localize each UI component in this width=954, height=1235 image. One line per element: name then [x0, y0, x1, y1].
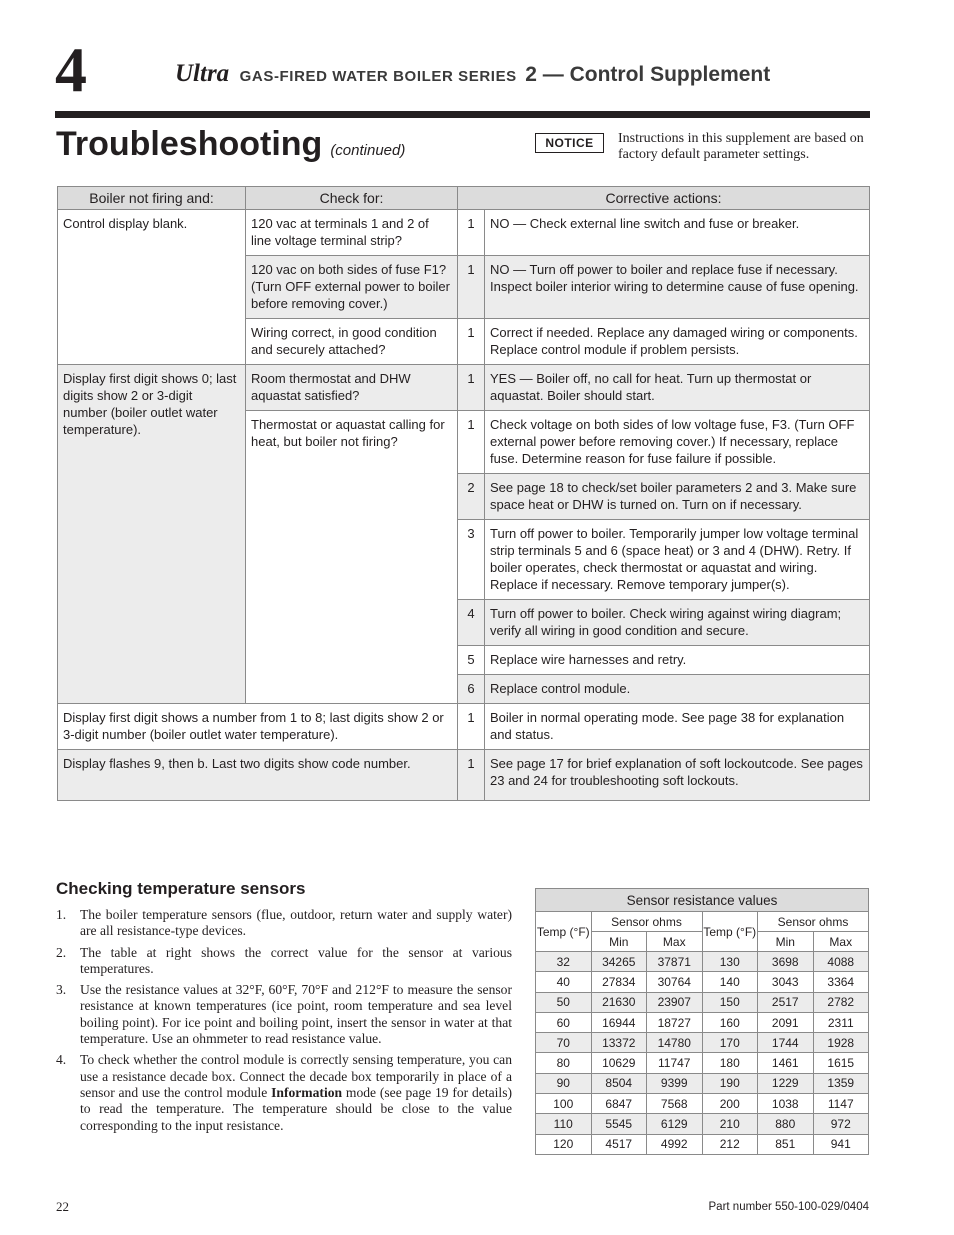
table-cell: 2311: [813, 1012, 869, 1032]
list-item: [56, 907, 512, 940]
table-cell: 8504: [591, 1073, 647, 1093]
ohms-header: Sensor ohms: [591, 912, 702, 932]
list-item: [56, 982, 512, 1047]
step-text: Use the resistance values at 32°F, 60°F, 70°F and 212°F to measure the sensor resistance at known temperatures (ice point, room temperature and sea level boiling point). For ice point and boiling point, insert the sensor in water at that temperature. Use an ohmmeter to read resistance value.: [80, 982, 512, 1047]
header-rule: [55, 111, 870, 118]
table-cell: 212: [702, 1134, 758, 1154]
table-cell: 10629: [591, 1053, 647, 1073]
table-cell: 16944: [591, 1012, 647, 1032]
ohms-header: Sensor ohms: [758, 912, 869, 932]
action-cell: See page 17 for brief explanation of soft lockoutcode. See pages 23 and 24 for troubleshooting soft lockouts.: [485, 750, 870, 801]
table-cell: 6847: [591, 1094, 647, 1114]
table-cell: 11747: [647, 1053, 703, 1073]
symptom-cell: Control display blank.: [58, 210, 246, 365]
section-heading: Checking temperature sensors: [56, 879, 306, 898]
notice-text: Instructions in this supplement are based on factory default parameter settings.: [618, 131, 864, 162]
table-cell: 80: [536, 1053, 592, 1073]
brand-logo: Ultra: [175, 60, 230, 87]
step-text: The boiler temperature sensors (flue, outdoor, return water and supply water) are all resistance-type devices.: [80, 907, 512, 939]
table-row: [536, 1134, 869, 1154]
table-row: [536, 1012, 869, 1032]
step-number: 1: [458, 411, 485, 474]
table-row: [536, 952, 869, 972]
table-cell: 972: [813, 1114, 869, 1134]
symptom-cell: Display first digit shows a number from 1 to 8; last digits show 2 or 3-digit number (boiler outlet water temperature).: [58, 704, 458, 750]
action-cell: Turn off power to boiler. Check wiring against wiring diagram; verify all wiring in good condition and secure.: [485, 600, 870, 646]
table-cell: 1359: [813, 1073, 869, 1093]
troubleshooting-table: [57, 186, 870, 801]
table-cell: 32: [536, 952, 592, 972]
action-cell: Turn off power to boiler. Temporarily jumper low voltage terminal strip terminals 5 and 6 (space heat) or 3 and 4 (DHW). Retry. If boiler operates, check thermostat or aquastat and wiring. Replace if necessary. Remove temporary jumper(s).: [485, 520, 870, 600]
notice-badge: NOTICE: [535, 133, 604, 153]
table-row: [58, 704, 870, 750]
header-symptom: Boiler not firing and:: [58, 187, 246, 210]
table-cell: 200: [702, 1094, 758, 1114]
table-cell: 880: [758, 1114, 814, 1134]
action-cell: YES — Boiler off, no call for heat. Turn up thermostat or aquastat. Boiler should start.: [485, 365, 870, 411]
table-row: [536, 1053, 869, 1073]
sensor-resistance-table: [535, 888, 869, 1155]
table-row: [536, 1033, 869, 1053]
table-cell: 4992: [647, 1134, 703, 1154]
table-cell: 2091: [758, 1012, 814, 1032]
table-cell: 1461: [758, 1053, 814, 1073]
step-number: 6: [458, 675, 485, 704]
table-cell: 170: [702, 1033, 758, 1053]
table-cell: 27834: [591, 972, 647, 992]
step-number: 1: [458, 365, 485, 411]
symptom-cell: Display flashes 9, then b. Last two digits show code number.: [58, 750, 458, 801]
step-number: 1: [458, 256, 485, 319]
table-cell: 23907: [647, 992, 703, 1012]
table-cell: 1615: [813, 1053, 869, 1073]
action-cell: Check voltage on both sides of low voltage fuse, F3. (Turn OFF external power before removing cover.) If necessary, replace fuse. Determine reason for fuse failure if possible.: [485, 411, 870, 474]
table-cell: 851: [758, 1134, 814, 1154]
action-cell: Boiler in normal operating mode. See page 38 for explanation and status.: [485, 704, 870, 750]
temp-header: Temp (°F): [702, 912, 758, 952]
check-cell: Wiring correct, in good condition and securely attached?: [246, 319, 458, 365]
table-cell: 14780: [647, 1033, 703, 1053]
step-number: 1: [458, 319, 485, 365]
action-cell: Replace wire harnesses and retry.: [485, 646, 870, 675]
step-text: To check whether the control module is correctly sensing temperature, you can use a resistance decade box. Connect the decade box temporarily in place of a sensor and use the control module: [80, 1052, 512, 1100]
table-cell: 1744: [758, 1033, 814, 1053]
table-cell: 100: [536, 1094, 592, 1114]
table-cell: 18727: [647, 1012, 703, 1032]
table-row: [536, 992, 869, 1012]
table-cell: 4088: [813, 952, 869, 972]
table-cell: 70: [536, 1033, 592, 1053]
table-cell: 140: [702, 972, 758, 992]
table-cell: 160: [702, 1012, 758, 1032]
page-title: [56, 124, 405, 171]
table-cell: 210: [702, 1114, 758, 1134]
temp-header: Temp (°F): [536, 912, 592, 952]
table-cell: 30764: [647, 972, 703, 992]
table-cell: 120: [536, 1134, 592, 1154]
table-cell: 90: [536, 1073, 592, 1093]
check-cell: Room thermostat and DHW aquastat satisfied?: [246, 365, 458, 411]
table-cell: 150: [702, 992, 758, 1012]
action-cell: Correct if needed. Replace any damaged wiring or components. Replace control module if problem persists.: [485, 319, 870, 365]
table-cell: 3364: [813, 972, 869, 992]
page-title-text: Troubleshooting: [56, 125, 323, 163]
table-cell: 1928: [813, 1033, 869, 1053]
table-cell: 2782: [813, 992, 869, 1012]
table-cell: 37871: [647, 952, 703, 972]
table-cell: 130: [702, 952, 758, 972]
header-actions: Corrective actions:: [458, 187, 870, 210]
step-text: mode (see page 19 for details) to read the temperature. The temperature should be close to the value corresponding to the input resistance.: [80, 1084, 513, 1133]
step-number: 3: [458, 520, 485, 600]
max-header: Max: [647, 932, 703, 952]
step-number: 5: [458, 646, 485, 675]
table-cell: 4517: [591, 1134, 647, 1154]
step-number: 1: [458, 210, 485, 256]
table-cell: 6129: [647, 1114, 703, 1134]
table-header-row: [58, 187, 870, 210]
step-label: 1.: [56, 907, 67, 922]
document-header: [175, 60, 770, 88]
list-item: [56, 945, 512, 978]
table-cell: 3043: [758, 972, 814, 992]
list-item: [56, 1052, 512, 1133]
table-cell: 40: [536, 972, 592, 992]
table-row: [536, 1073, 869, 1093]
table-cell: 5545: [591, 1114, 647, 1134]
action-cell: NO — Check external line switch and fuse or breaker.: [485, 210, 870, 256]
step-emphasis: Information: [271, 1084, 343, 1100]
table-cell: 7568: [647, 1094, 703, 1114]
table-cell: 2517: [758, 992, 814, 1012]
action-cell: See page 18 to check/set boiler parameters 2 and 3. Make sure space heat or DHW is turned on. Turn on if necessary.: [485, 474, 870, 520]
header-check: Check for:: [246, 187, 458, 210]
table-cell: 9399: [647, 1073, 703, 1093]
min-header: Min: [591, 932, 647, 952]
table-row: [536, 1094, 869, 1114]
table-row: [536, 972, 869, 992]
step-label: 2.: [56, 944, 67, 960]
step-number: 1: [458, 704, 485, 750]
table-cell: 21630: [591, 992, 647, 1012]
table-cell: 3698: [758, 952, 814, 972]
action-cell: NO — Turn off power to boiler and replace fuse if necessary. Inspect boiler interior wiring to determine cause of fuse opening.: [485, 256, 870, 319]
symptom-cell: Display first digit shows 0; last digits show 2 or 3-digit number (boiler outlet water temperature).: [58, 365, 246, 704]
series-label: GAS-FIRED WATER BOILER SERIES: [239, 68, 517, 85]
step-label: 3.: [56, 982, 67, 998]
part-number: Part number 550-100-029/0404: [708, 1201, 869, 1213]
sensor-table-body: [536, 952, 869, 1155]
table-row: [536, 1114, 869, 1134]
table-cell: 60: [536, 1012, 592, 1032]
table-row: [58, 750, 870, 801]
chapter-number: 4: [55, 34, 87, 105]
table-cell: 13372: [591, 1033, 647, 1053]
table-cell: 110: [536, 1114, 592, 1134]
action-cell: Replace control module.: [485, 675, 870, 704]
step-number: 4: [458, 600, 485, 646]
min-header: Min: [758, 932, 814, 952]
table-cell: 1038: [758, 1094, 814, 1114]
table-row: [58, 365, 870, 411]
check-cell: 120 vac at terminals 1 and 2 of line voltage terminal strip?: [246, 210, 458, 256]
supplement-label: 2 — Control Supplement: [525, 63, 771, 86]
max-header: Max: [813, 932, 869, 952]
table-cell: 1229: [758, 1073, 814, 1093]
step-label: 4.: [56, 1052, 67, 1068]
check-cell: Thermostat or aquastat calling for heat, but boiler not firing?: [246, 411, 458, 704]
table-cell: 941: [813, 1134, 869, 1154]
sensor-steps-list: [56, 907, 512, 1139]
step-number: 1: [458, 750, 485, 801]
table-cell: 34265: [591, 952, 647, 972]
step-number: 2: [458, 474, 485, 520]
page-number: 22: [56, 1199, 69, 1214]
sensor-table-caption: Sensor resistance values: [536, 889, 869, 912]
table-cell: 1147: [813, 1094, 869, 1114]
table-cell: 190: [702, 1073, 758, 1093]
continued-label: (continued): [330, 142, 406, 159]
check-cell: 120 vac on both sides of fuse F1? (Turn OFF external power to boiler before removing cover.): [246, 256, 458, 319]
step-text: The table at right shows the correct value for the sensor at various temperatures.: [80, 944, 512, 976]
table-row: [58, 210, 870, 256]
table-cell: 180: [702, 1053, 758, 1073]
table-cell: 50: [536, 992, 592, 1012]
